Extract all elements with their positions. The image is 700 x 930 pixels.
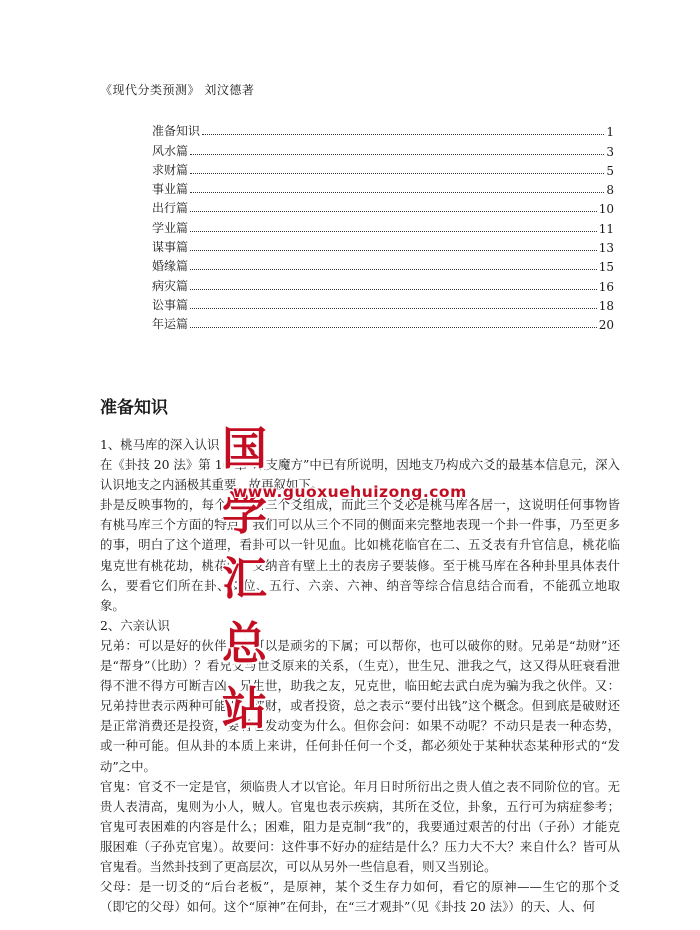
toc-leader: [190, 192, 604, 193]
body-paragraph: 父母：是一切爻的“后台老板”，是原神，某个爻生存力如何，看它的原神——生它的那个爻（即它的父母）如何。这个“原神”在何卦，在“三才观卦”（见《卦技 20 法》）的天、人、何: [100, 879, 620, 915]
toc-entry[interactable]: [152, 294, 614, 313]
toc-label: 婚缘篇: [152, 259, 189, 274]
document-subtitle: 《现代分类预测》 刘汶德著: [100, 83, 255, 97]
toc-page-number: 8: [606, 183, 614, 198]
toc-label: 学业篇: [152, 220, 189, 235]
toc-leader: [190, 308, 597, 309]
toc-page-number: 16: [598, 279, 614, 294]
toc-leader: [202, 134, 604, 135]
toc-entry[interactable]: [152, 236, 614, 255]
toc-label: 出行篇: [152, 201, 189, 216]
toc-page-number: 10: [598, 202, 614, 217]
body-paragraph: 兄弟：可以是好的伙伴，也可以是顽劣的下属；可以帮你，也可以破你的财。兄弟是“劫财”还是“帮身”（比助）？看兄爻与世爻原来的关系，（生克），世生兄、泄我之气，这又得从旺衰看泄得不泄不得方可断吉凶，兄生世，助我之友，兄克世，临田蛇去武白虎为骗为我之伙伴。又：兄弟持世表示两种可能性：破财，或者投资，总之表示“要付出钱”这个概念。但到底是破财还是正常消费还是投资，要看它发动变为什么。但你会问：如果不动呢？不动只是表一种态势，或一种可能。但从卦的本质上来讲，任何卦任何一个爻，都必须处于某种状态某种形式的“发动”之中。: [100, 637, 620, 774]
toc-page-number: 18: [598, 298, 614, 313]
toc-label: 讼事篇: [152, 297, 189, 312]
toc-page-number: 1: [606, 125, 614, 140]
toc-leader: [190, 173, 604, 174]
document-body: [100, 435, 620, 917]
toc-page-number: 11: [598, 221, 614, 236]
toc-label: 求财篇: [152, 162, 189, 177]
toc-entry[interactable]: [152, 178, 614, 197]
watermark-url: www.guoxuehuizong.com: [233, 483, 467, 501]
toc-page-number: 3: [606, 144, 614, 159]
toc-label: 事业篇: [152, 182, 189, 197]
body-paragraph: 官鬼：官爻不一定是官，须临贵人才以官论。年月日时所衍出之贵人值之表不同阶位的官。无贵人表清高，鬼则为小人，贼人。官鬼也表示疾病，其所在爻位，卦象，五行可为病症参考；官鬼可表困难的内容是什么；困难，阻力是克制“我”的，我要通过艰苦的付出（子孙）才能克服困难（子孙克官鬼）。故要问：这件事不好办的症结是什么？压力大不大？来自什么？皆可从官鬼看。当然卦技到了更高层次，可以从另外一些信息看，则又当别论。: [100, 778, 620, 874]
toc-entry[interactable]: [152, 255, 614, 274]
body-paragraph: 卦是反映事物的，每个卦皆由三个爻组成，而此三个爻必是桃马库各居一，这说明任何事物皆有桃马库三个方面的特点，我们可以从三个不同的侧面来完整地表现一个卦一件事，乃至更多的事，明白了这个道理，看卦可以一针见血。比如桃花临官在二、五爻表有升官信息，桃花临鬼克世有桃花劫，桃花临一支纳音有壁上土的表房子要装修。至于桃马库在各种卦里具体表什么，要看它们所在卦、爻位、五行、六亲、六神、纳音等综合信息结合而看，不能孤立地取象。: [100, 497, 620, 613]
table-of-contents: [152, 120, 614, 332]
toc-leader: [190, 154, 604, 155]
toc-entry[interactable]: [152, 197, 614, 216]
subsection-title: 1、桃马库的深入认识: [100, 437, 220, 452]
toc-leader: [190, 250, 597, 251]
toc-label: 风水篇: [152, 143, 189, 158]
toc-leader: [190, 269, 597, 270]
toc-entry[interactable]: [152, 139, 614, 158]
toc-leader: [190, 231, 597, 232]
body-paragraph: 在《卦技 20 法》第 16 章“地支魔方”中已有所说明，因地支乃构成六爻的最基本信息元，深入认识地支之内涵极其重要，故再叙如下。: [100, 457, 620, 493]
toc-entry[interactable]: [152, 216, 614, 235]
toc-page-number: 13: [598, 241, 614, 256]
toc-page-number: 15: [598, 260, 614, 275]
toc-page-number: 5: [606, 163, 614, 178]
toc-entry[interactable]: [152, 274, 614, 293]
toc-leader: [190, 327, 597, 328]
watermark-site-name: 国学汇总站: [222, 422, 276, 735]
section-heading: 准备知识: [100, 398, 168, 418]
toc-page-number: 20: [598, 318, 614, 333]
toc-label: 年运篇: [152, 317, 189, 332]
toc-label: 病灾篇: [152, 278, 189, 293]
toc-leader: [190, 211, 597, 212]
toc-label: 准备知识: [152, 124, 201, 139]
toc-label: 谋事篇: [152, 240, 189, 255]
toc-entry[interactable]: [152, 313, 614, 332]
subsection-title: 2、六亲认识: [100, 617, 170, 633]
toc-entry[interactable]: [152, 120, 614, 139]
toc-entry[interactable]: [152, 159, 614, 178]
toc-leader: [190, 289, 597, 290]
